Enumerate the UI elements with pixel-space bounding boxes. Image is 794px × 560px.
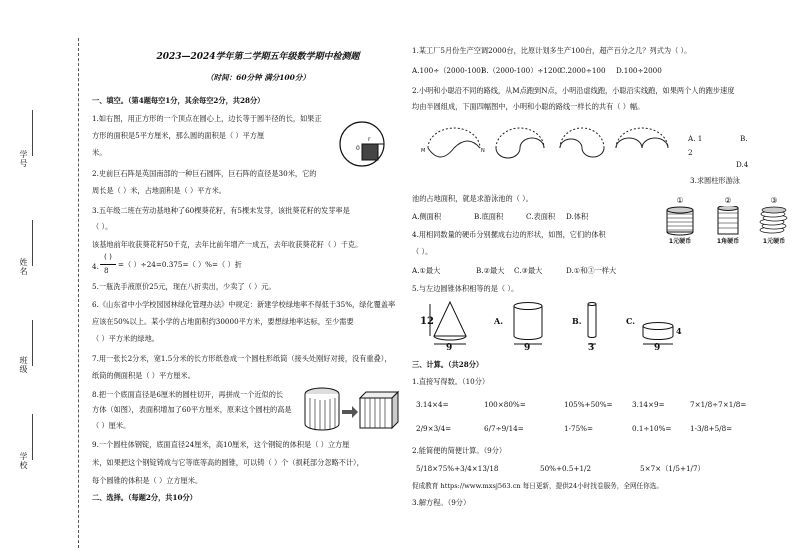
- cone-cylinder-figure: [420, 298, 688, 350]
- calc-row1-item: 3.14×9=: [632, 400, 665, 409]
- exam-title: 2023—2024学年第二学期五年级数学期中检测题: [156, 52, 360, 62]
- side-underline: [32, 220, 33, 266]
- section-choice-heading: 二、选择。（每题2分，共10分）: [92, 493, 197, 502]
- semicircle-routes-figure: [420, 120, 682, 162]
- calc-row1-item: 100×80%=: [484, 400, 526, 409]
- coin-stack-label: 1元硬币: [668, 238, 692, 245]
- rq1-line: 1.某工厂5月份生产空调2000台，比原计划多生产100台，超产百分之几？列式为（ ）。: [412, 46, 692, 55]
- rq2-opt-a: A. 1: [688, 134, 703, 143]
- route-label-m: M: [421, 148, 426, 154]
- q1-line1: 1.如右图，用正方形的一个顶点在圆心上，边长等于圆半径的长，如果正: [92, 114, 322, 123]
- watermark-text: 促成教育 https://www.mxsj563.cn 每日更新，提供24小时找卷服务，全网任你选。: [412, 482, 663, 490]
- q2-line1: 2.史前巨石阵是英国南部的一种巨石圆阵，巨石阵的直径是30米，它的: [92, 169, 317, 178]
- rq2-line2: 均由半圆组成，下面四幅图中，小明和小聪的路线一样长的共有（ ）幅。: [412, 102, 645, 111]
- rq1-opt-b: B.（2000-100）÷1200: [481, 66, 562, 75]
- coin-stack-number: ②: [724, 196, 732, 205]
- q9-line1: 9.一个圆柱体钢锭，底面直径24厘米，高10厘米，这个钢锭的体积是（ ）立方厘: [92, 440, 350, 449]
- side-label-name: 姓名: [19, 258, 28, 276]
- rq1-opt-d: D.100÷2000: [616, 66, 662, 75]
- rq4-opt-a: A.①最大: [412, 266, 441, 275]
- side-underline: [32, 320, 33, 366]
- side-underline: [32, 414, 33, 460]
- cylinder-b-diameter-label: 3: [588, 343, 595, 350]
- coin-stack-2: [712, 196, 744, 246]
- rq3-opt-b: B.底面积: [474, 212, 504, 221]
- q6-line3: （ ）平方米的绿地。: [92, 334, 159, 343]
- rq3-line: 池的占地面积，就是求游泳池的（ ）。: [412, 194, 533, 203]
- calc-row1-item: 105%+50%=: [564, 400, 613, 409]
- cylinder-a-diameter-label: 9: [524, 343, 531, 350]
- coin-stack-graphic: [712, 206, 744, 236]
- fraction-bar: [100, 264, 116, 265]
- q7-line1: 7.用一张长2分米，宽1.5分米的长方形纸卷成一个圆柱形纸筒（接头处刚好对接，没有重叠），: [92, 354, 392, 363]
- q3-line3: 该基地前年收获葵花籽50千克，去年比前年增产一成五，去年收获葵花籽（ ）千克。: [92, 240, 363, 249]
- q3-line2: （ ）。: [92, 222, 113, 231]
- cone-height-label: 12: [420, 316, 434, 327]
- cylinder-to-cuboid-figure: [302, 386, 400, 432]
- option-c-letter: C.: [626, 316, 636, 326]
- coin-stack-number: ①: [676, 196, 684, 205]
- calc-row3-item: 5/18×75%+3/4×13/18: [416, 464, 499, 473]
- rq4-line1: 4.用相同数量的硬币分别摞成右边的形状，如图，它们的体积: [412, 230, 606, 239]
- q8-line1: 8.把一个底面直径是6厘米的圆柱切开，再拼成一个近似的长: [92, 390, 284, 399]
- cone-diameter-label: 9: [446, 343, 453, 350]
- side-underline: [32, 110, 33, 156]
- q4-number: 4.: [92, 262, 99, 271]
- coin-stack-label: 1元硬币: [762, 238, 786, 245]
- option-b-letter: B.: [572, 316, 582, 326]
- coin-stack-graphic: [758, 206, 790, 236]
- q7-line2: 纸筒的侧面积是（ ）平方厘米。: [92, 371, 195, 380]
- side-label-school: 学校: [19, 452, 28, 470]
- figure-label-radius: r: [368, 136, 371, 143]
- calc3-heading: 3.解方程。（9分）: [412, 498, 471, 507]
- section-calc-heading: 三、计算。（共28分）: [412, 360, 484, 369]
- calc-row3-item: 5×7×（1/5+1/7）: [640, 464, 705, 473]
- rq3-heading-fragment: 3.求圆柱形游泳: [690, 176, 740, 185]
- q9-line3: 每个圆锥的体积是（ ）立方厘米。: [92, 476, 203, 485]
- figure-label-origin: 0: [356, 145, 360, 152]
- q5-line: 5.一瓶洗手液原价25元，现在八折卖出，少卖了（ ）元。: [92, 282, 276, 291]
- q6-line2: 应该在50%以上。某小学的占地面积约30000平方米，要想绿地率达标，至少需要: [92, 317, 354, 326]
- cylinder-c-height-label: 4: [676, 326, 682, 336]
- circle-square-figure: [338, 118, 386, 170]
- calc1-heading: 1.直接写得数。（10分）: [412, 377, 490, 386]
- option-a-letter: A.: [494, 316, 503, 326]
- rq4-opt-d: D.①和③一样大: [566, 266, 617, 275]
- calc2-heading: 2.能简便的简便计算。（9分）: [412, 446, 507, 455]
- q6-line1: 6.《山东省中小学校园园林绿化管理办法》中规定：新建学校绿地率不得低于35%，绿化覆盖率: [92, 300, 396, 309]
- rq3-opt-d: D.体积: [566, 212, 589, 221]
- rq4-opt-c: C.③最大: [514, 266, 543, 275]
- calc-row2-item: 1-75%=: [564, 424, 593, 433]
- side-label-class: 班级: [19, 356, 28, 374]
- coin-stack-1: [664, 196, 696, 246]
- q2-line2: 周长是（ ）米，占地面积是（ ）平方米。: [92, 186, 226, 195]
- rq2-opt-b: B.: [740, 134, 748, 143]
- q1-line3: 米。: [92, 148, 107, 157]
- calc-row3-item: 50%+0.5+1/2: [540, 464, 592, 473]
- calc-row1-item: 7×1/8÷7×1/8=: [690, 400, 747, 409]
- rq1-opt-a: A.100÷（2000-100）: [412, 66, 489, 75]
- rq1-opt-c: C.2000÷100: [560, 66, 606, 75]
- q3-line1: 3.五年级二班在劳动基地种了60棵葵花籽，有5棵未发芽，该批葵花籽的发芽率是: [92, 206, 350, 215]
- calc-row2-item: 2/9×3/4=: [416, 424, 452, 433]
- coin-stack-number: ③: [770, 196, 778, 205]
- calc-row1-item: 3.14×4=: [416, 400, 449, 409]
- exam-subtitle: （时间：60分钟 满分100分）: [206, 73, 310, 82]
- cylinder-c-diameter-label: 9: [654, 343, 661, 350]
- rq2-opt-d: D.4: [736, 160, 749, 169]
- q8-line3: （ ）厘米。: [92, 421, 131, 430]
- binding-dashed-line: [78, 38, 79, 548]
- rq4-opt-b: B.②最大: [476, 266, 505, 275]
- side-label-student-id: 学号: [19, 150, 28, 168]
- q4-expression: =（ ）÷24=0.375=（ ）%=（ ）折: [118, 260, 242, 269]
- calc-row2-item: 6/7÷9/14=: [484, 424, 524, 433]
- rq3-opt-a: A.侧面积: [412, 212, 442, 221]
- q9-line2: 米，如果把这个钢锭铸成与它等底等高的圆锥，可以铸（ ）个（损耗部分忽略不计），: [92, 458, 364, 467]
- coin-stack-3: [758, 196, 790, 246]
- rq5-line: 5.与左边圆锥体积相等的是（ ）。: [412, 284, 519, 293]
- route-label-n: N: [481, 148, 485, 154]
- calc-row2-item: 0.1÷10%=: [632, 424, 672, 433]
- coin-stack-label: 1角硬币: [716, 238, 740, 245]
- q8-line2: 方体（如图），表面积增加了60平方厘米，原来这个圆柱的高是: [92, 405, 292, 414]
- q1-line2: 方形的面积是5平方厘米，那么圆的面积是（ ）平方厘: [92, 131, 265, 140]
- rq3-opt-c: C.表面积: [526, 212, 556, 221]
- coin-stack-graphic: [664, 206, 696, 236]
- calc-row2-item: 1-3/8+5/8=: [690, 424, 733, 433]
- section-fill-blank-heading: 一、填空。（第4题每空1分，其余每空2分，共28分）: [92, 96, 265, 105]
- q4-fraction-numerator-blank: ( ): [104, 252, 112, 261]
- q4-fraction-denominator: 8: [104, 266, 109, 275]
- rq4-line2: （ ）。: [412, 247, 433, 256]
- rq2-opt-c: 2: [688, 148, 693, 157]
- rq2-line1: 2.小明和小聪沿不同的路线，从M点跑到N点，小明沿虚线跑，小聪沿实线跑，如果两个人的跑步速度: [412, 86, 735, 95]
